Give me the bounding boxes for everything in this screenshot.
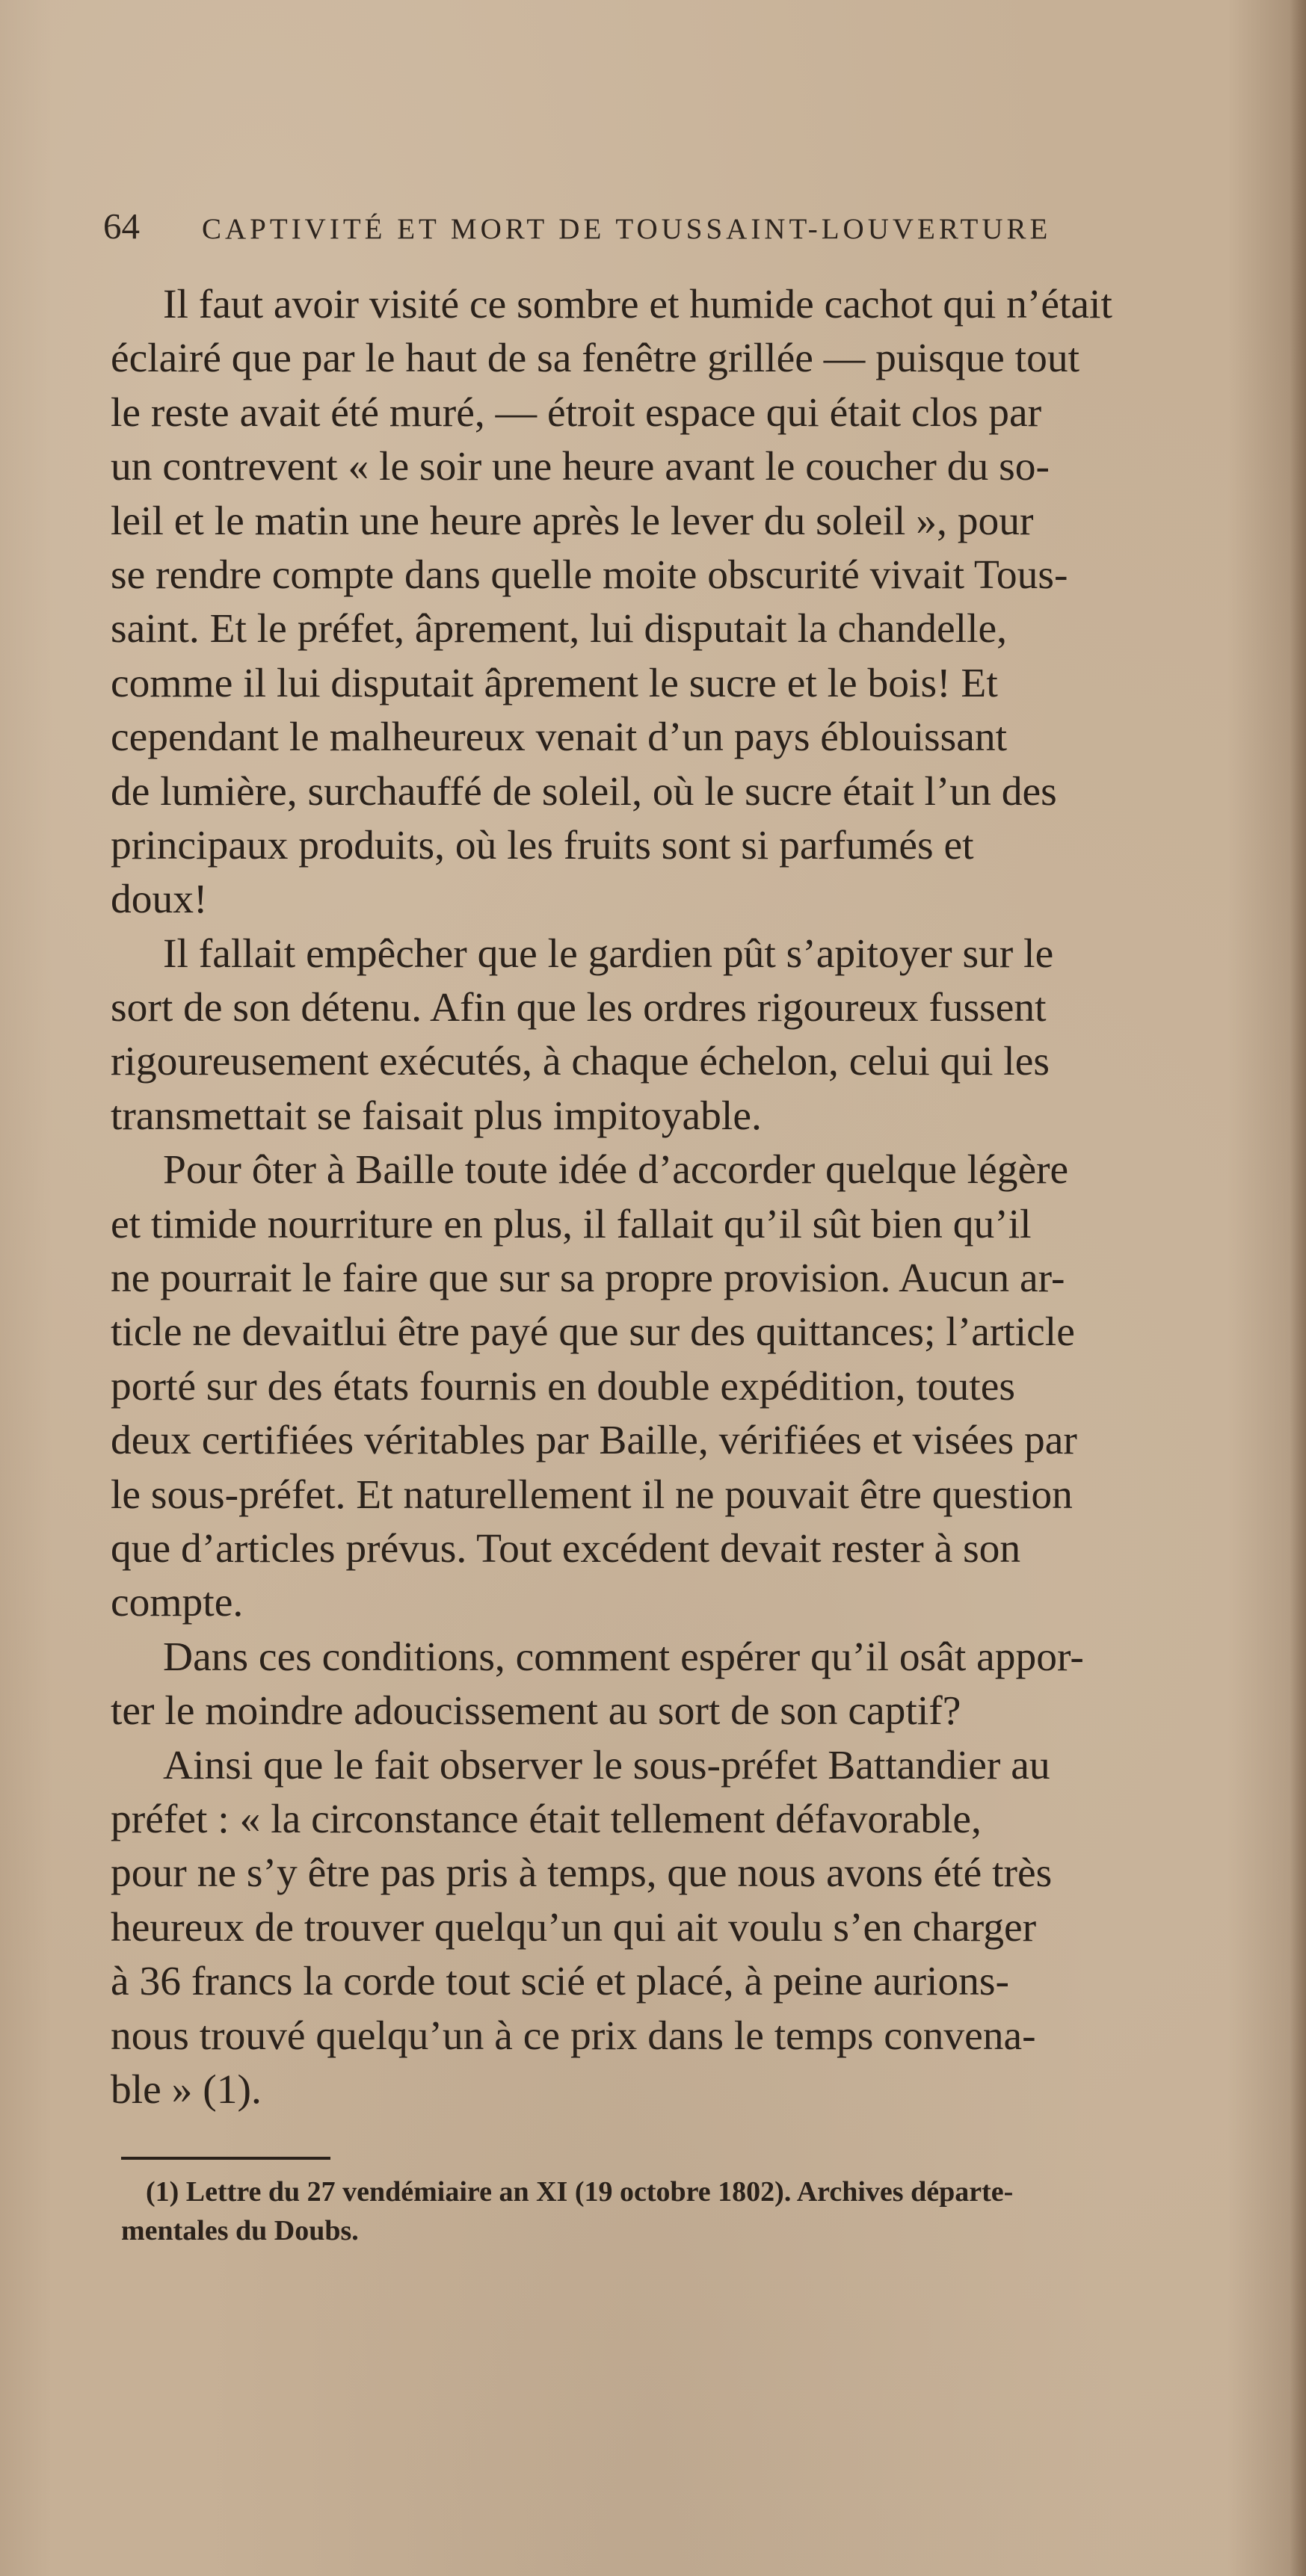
text-line: préfet : « la circonstance était tellement défavorable, [111, 1796, 982, 1842]
text-line: rigoureusement exécutés, à chaque échelon, celui qui les [111, 1039, 1050, 1085]
paragraph-4-line: Dans ces conditions, comment espérer qu’il osât appor- [163, 1634, 1084, 1680]
text-line: compte. [111, 1580, 244, 1626]
text-line: porté sur des états fournis en double expédition, toutes [111, 1363, 1015, 1409]
paragraph-3-line: Pour ôter à Baille toute idée d’accorder quelque légère [163, 1147, 1069, 1193]
text-line: nous trouvé quelqu’un à ce prix dans le temps convena- [111, 2013, 1036, 2059]
text-line: un contrevent « le soir une heure avant le coucher du so- [111, 444, 1050, 490]
paragraph-5-line: Ainsi que le fait observer le sous-préfet Battandier au [163, 1742, 1050, 1788]
footnote-line: mentales du Doubs. [121, 2215, 359, 2246]
text-line: cependant le malheureux venait d’un pays éblouissant [111, 714, 1008, 761]
body-text [111, 278, 1269, 2117]
running-title: CAPTIVITÉ ET MORT DE TOUSSAINT-LOUVERTURE [202, 213, 1052, 245]
text-line: ticle ne devaitlui être payé que sur des quittances; l’article [111, 1309, 1075, 1356]
text-line: doux! [111, 877, 208, 923]
text-line: le sous-préfet. Et naturellement il ne pouvait être question [111, 1471, 1073, 1518]
footnote [121, 2172, 1267, 2250]
text-line: de lumière, surchauffé de soleil, où le sucre était l’un des [111, 768, 1057, 815]
text-line: pour ne s’y être pas pris à temps, que nous avons été très [111, 1850, 1053, 1897]
text-line: comme il lui disputait âprement le sucre et le bois! Et [111, 660, 998, 706]
text-line: ter le moindre adoucissement au sort de son captif? [111, 1688, 961, 1735]
text-line: et timide nourriture en plus, il fallait qu’il sût bien qu’il [111, 1201, 1032, 1247]
text-line: ble » (1). [111, 2066, 262, 2113]
text-line: heureux de trouver quelqu’un qui ait voulu s’en charger [111, 1904, 1037, 1950]
text-line: à 36 francs la corde tout scié et placé, à peine aurions- [111, 1959, 1009, 2005]
text-line: principaux produits, où les fruits sont si parfumés et [111, 822, 974, 868]
text-line: éclairé que par le haut de sa fenêtre grillée — puisque tout [111, 336, 1079, 382]
page-number: 64 [103, 206, 140, 247]
page-edge-shadow [1290, 0, 1306, 2576]
text-line: se rendre compte dans quelle moite obscurité vivait Tous- [111, 552, 1068, 598]
paragraph-1-line: Il faut avoir visité ce sombre et humide cachot qui n’était [163, 282, 1112, 327]
text-line: que d’articles prévus. Tout excédent devait rester à son [111, 1525, 1021, 1572]
text-line: le reste avait été muré, — étroit espace qui était clos par [111, 389, 1042, 436]
text-line: sort de son détenu. Afin que les ordres rigoureux fussent [111, 985, 1047, 1031]
paragraph-2-line: Il fallait empêcher que le gardien pût s’apitoyer sur le [163, 930, 1054, 977]
text-line: leil et le matin une heure après le lever du soleil », pour [111, 498, 1034, 544]
text-line: deux certifiées véritables par Baille, vérifiées et visées par [111, 1418, 1077, 1464]
text-line: ne pourrait le faire que sur sa propre provision. Aucun ar- [111, 1255, 1065, 1302]
footnote-rule [121, 2157, 330, 2160]
footnote-line: (1) Lettre du 27 vendémiaire an XI (19 octobre 1802). Archives départe- [146, 2176, 1014, 2208]
text-line: saint. Et le préfet, âprement, lui disputait la chandelle, [111, 606, 1007, 652]
text-line: transmettait se faisait plus impitoyable. [111, 1093, 762, 1139]
running-head [103, 200, 1195, 253]
